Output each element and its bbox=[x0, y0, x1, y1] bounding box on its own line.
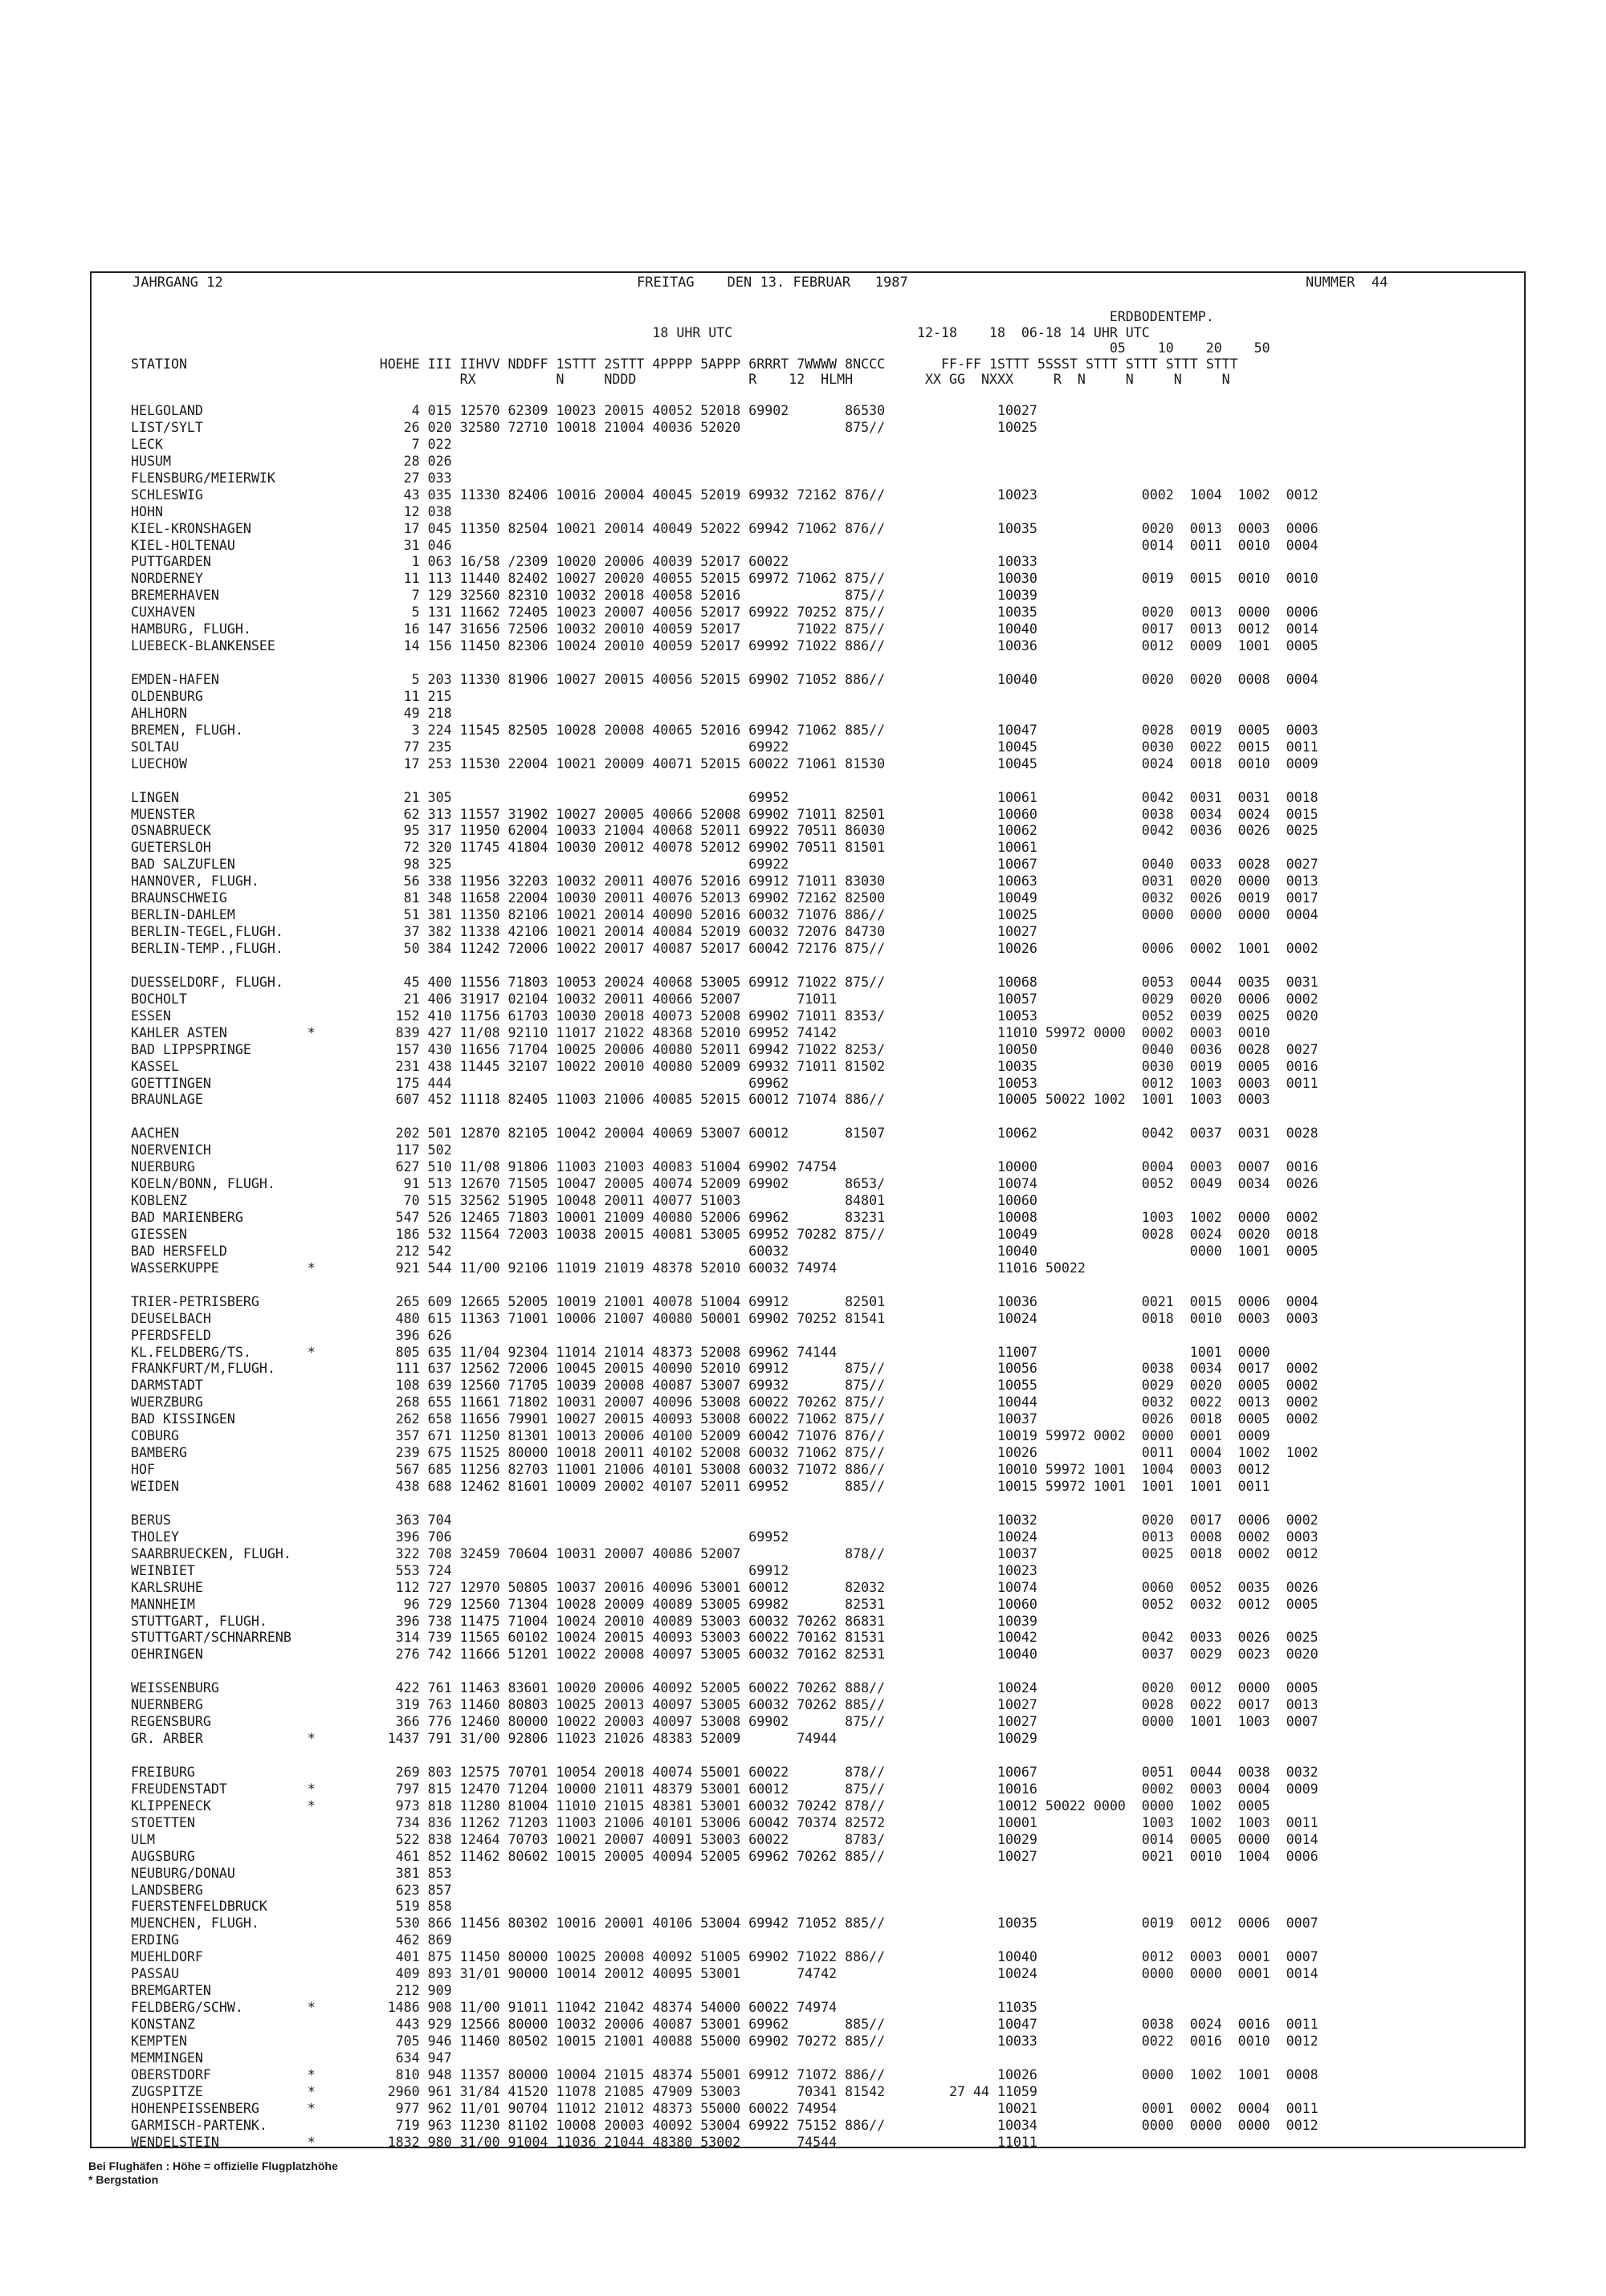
column-header-line: RX N NDDD R 12 HLMH XX GG NXXX R N N N N bbox=[131, 372, 1230, 387]
group-spacer bbox=[131, 655, 1319, 672]
table-row: BAMBERG 239 675 11525 80000 10018 20011 40102 52008 60032 71062 875// 10026 0011 0004 1002 1002 bbox=[131, 1445, 1319, 1461]
table-row: BAD HERSFELD 212 542 60032 10040 0000 1001 0005 bbox=[131, 1243, 1319, 1259]
table-row: KAHLER ASTEN * 839 427 11/08 92110 11017 21022 48368 52010 69952 74142 11010 59972 0000 0002 0003 0010 bbox=[131, 1024, 1270, 1040]
table-row: MUENSTER 62 313 11557 31902 10027 20005 40066 52008 69902 71011 82501 10060 0038 0034 0024 0015 bbox=[131, 806, 1319, 822]
group-spacer bbox=[131, 1109, 1319, 1126]
table-row: KASSEL 231 438 11445 32107 10022 20010 40080 52009 69932 71011 81502 10035 0030 0019 0005 0016 bbox=[131, 1058, 1319, 1074]
table-row: GOETTINGEN 175 444 69962 10053 0012 1003 0003 0011 bbox=[131, 1075, 1319, 1091]
table-row: KIEL-HOLTENAU 31 046 0014 0011 0010 0004 bbox=[131, 537, 1319, 553]
table-row: WUERZBURG 268 655 11661 71802 10031 20007 40096 53008 60022 70262 875// 10044 0032 0022 0013 0002 bbox=[131, 1394, 1319, 1411]
table-row: LUECHOW 17 253 11530 22004 10021 20009 40071 52015 60022 71061 81530 10045 0024 0018 0010 0009 bbox=[131, 755, 1319, 771]
table-row: KARLSRUHE 112 727 12970 50805 10037 20016 40096 53001 60012 82032 10074 0060 0052 0035 0026 bbox=[131, 1579, 1319, 1595]
table-row: HANNOVER, FLUGH. 56 338 11956 32203 10032 20011 40076 52016 69912 71011 83030 10063 0031 0020 0000 0013 bbox=[131, 873, 1319, 889]
table-row: FUERSTENFELDBRUCK 519 858 bbox=[131, 1899, 452, 1915]
table-row: GARMISCH-PARTENK. 719 963 11230 81102 10008 20003 40092 53004 69922 75152 886// 10034 0000 0000 0000 0012 bbox=[131, 2117, 1319, 2133]
column-header-line: 18 UHR UTC 12-18 18 06-18 14 UHR UTC bbox=[131, 324, 1150, 340]
group-spacer bbox=[131, 773, 1319, 790]
table-row: FREIBURG 269 803 12575 70701 10054 20018 40074 55001 60022 878// 10067 0051 0044 0038 0032 bbox=[131, 1764, 1319, 1780]
table-row: BOCHOLT 21 406 31917 02104 10032 20011 40066 52007 71011 10057 0029 0020 0006 0002 bbox=[131, 991, 1319, 1007]
table-row: GIESSEN 186 532 11564 72003 10038 20015 40081 53005 69952 70282 875// 10049 0028 0024 0020 0018 bbox=[131, 1226, 1319, 1242]
table-row: COBURG 357 671 11250 81301 10013 20006 40100 52009 60042 71076 876// 10019 59972 0002 0000 0001 0009 bbox=[131, 1428, 1270, 1444]
jahrgang-label: JAHRGANG 12 bbox=[132, 275, 223, 291]
table-row: BAD LIPPSPRINGE 157 430 11656 71704 10025 20006 40080 52011 69942 71022 8253/ 10050 0040 0036 0028 0027 bbox=[131, 1041, 1319, 1057]
group-spacer bbox=[131, 1748, 1319, 1765]
column-header-line: ERDBODENTEMP. bbox=[131, 309, 1214, 324]
column-header-line: STATION HOEHE III IIHVV NDDFF 1STTT 2STTT 4PPPP 5APPP 6RRRT 7WWWW 8NCCC FF-FF 1STTT 5SSST STTT STTT STTT STTT bbox=[131, 356, 1238, 372]
group-spacer bbox=[131, 1496, 1319, 1512]
table-row: BREMEN, FLUGH. 3 224 11545 82505 10028 20008 40065 52016 69942 71062 885// 10047 0028 0019 0005 0003 bbox=[131, 722, 1319, 738]
table-row: AACHEN 202 501 12870 82105 10042 20004 40069 53007 60012 81507 10062 0042 0037 0031 0028 bbox=[131, 1126, 1319, 1142]
table-row: OSNABRUECK 95 317 11950 62004 10033 21004 40068 52011 69922 70511 86030 10062 0042 0036 0026 0025 bbox=[131, 823, 1319, 839]
table-row: BAD SALZUFLEN 98 325 69922 10067 0040 0033 0028 0027 bbox=[131, 857, 1319, 873]
table-row: OLDENBURG 11 215 bbox=[131, 688, 452, 704]
table-row: LIST/SYLT 26 020 32580 72710 10018 21004 40036 52020 875// 10025 bbox=[131, 419, 1037, 435]
table-row: DARMSTADT 108 639 12560 71705 10039 20008 40087 53007 69932 875// 10055 0029 0020 0005 0002 bbox=[131, 1378, 1319, 1394]
table-row: LINGEN 21 305 69952 10061 0042 0031 0031 0018 bbox=[131, 789, 1319, 805]
table-row: CUXHAVEN 5 131 11662 72405 10023 20007 40056 52017 69922 70252 875// 10035 0020 0013 0000 0006 bbox=[131, 605, 1319, 621]
table-row: HUSUM 28 026 bbox=[131, 453, 452, 469]
table-row: BREMGARTEN 212 909 bbox=[131, 1983, 452, 1999]
table-row: DUESSELDORF, FLUGH. 45 400 11556 71803 10053 20024 40068 53005 69912 71022 875// 10068 0053 0044 0035 0031 bbox=[131, 974, 1319, 990]
table-row: ERDING 462 869 bbox=[131, 1932, 452, 1948]
table-row: GR. ARBER * 1437 791 31/00 92806 11023 21026 48383 52009 74944 10029 bbox=[131, 1731, 1037, 1747]
table-row: BERLIN-TEMP.,FLUGH. 50 384 11242 72006 10022 20017 40087 52017 60042 72176 875// 10026 0006 0002 1001 0002 bbox=[131, 941, 1319, 956]
table-row: NUERNBERG 319 763 11460 80803 10025 20013 40097 53005 60032 70262 885// 10027 0028 0022 0017 0013 bbox=[131, 1697, 1319, 1713]
table-row: EMDEN-HAFEN 5 203 11330 81906 10027 20015 40056 52015 69902 71052 886// 10040 0020 0020 0008 0004 bbox=[131, 672, 1319, 687]
table-row: WASSERKUPPE * 921 544 11/00 92106 11019 21019 48378 52010 60032 74974 11016 50022 bbox=[131, 1260, 1086, 1276]
table-row: BAD MARIENBERG 547 526 12465 71803 10001 21009 40080 52006 69962 83231 10008 1003 1002 0000 0002 bbox=[131, 1210, 1319, 1225]
table-row: HELGOLAND 4 015 12570 62309 10023 20015 40052 52018 69902 86530 10027 bbox=[131, 403, 1037, 418]
column-header-line: 05 10 20 50 bbox=[131, 340, 1270, 356]
table-row: KIEL-KRONSHAGEN 17 045 11350 82504 10021 20014 40049 52022 69942 71062 876// 10035 0020 0013 0003 0006 bbox=[131, 520, 1319, 536]
table-row: AUGSBURG 461 852 11462 80602 10015 20005 40094 52005 69962 70262 885// 10027 0021 0010 1004 0006 bbox=[131, 1848, 1319, 1864]
table-row: MUENCHEN, FLUGH. 530 866 11456 80302 10016 20001 40106 53004 69942 71052 885// 10035 0019 0012 0006 0007 bbox=[131, 1915, 1319, 1932]
footnote-airport-height: Bei Flughäfen : Höhe = offizielle Flugplatzhöhe bbox=[88, 2160, 338, 2172]
table-row: STUTTGART, FLUGH. 396 738 11475 71004 10024 20010 40089 53003 60032 70262 86831 10039 bbox=[131, 1613, 1037, 1629]
footnote bbox=[88, 2160, 338, 2187]
table-row: PUTTGARDEN 1 063 16/58 /2309 10020 20006 40039 52017 60022 10033 bbox=[131, 554, 1037, 570]
table-row: BERLIN-TEGEL,FLUGH. 37 382 11338 42106 10021 20014 40084 52019 60032 72076 84730 10027 bbox=[131, 924, 1037, 940]
group-spacer bbox=[131, 1663, 1319, 1680]
date-label: FREITAG DEN 13. FEBRUAR 1987 bbox=[637, 275, 908, 291]
table-row: NEUBURG/DONAU 381 853 bbox=[131, 1865, 452, 1881]
table-row: WEISSENBURG 422 761 11463 83601 10020 20006 40092 52005 60022 70262 888// 10024 0020 0012 0000 0005 bbox=[131, 1680, 1319, 1696]
table-row: HAMBURG, FLUGH. 16 147 31656 72506 10032 20010 40059 52017 71022 875// 10040 0017 0013 0012 0014 bbox=[131, 621, 1319, 637]
table-row: OBERSTDORF * 810 948 11357 80000 10004 21015 48374 55001 69912 71072 886// 10026 0000 1002 1001 0008 bbox=[131, 2066, 1319, 2082]
table-row: ZUGSPITZE * 2960 961 31/84 41520 11078 21085 47909 53003 70341 81542 27 44 11059 bbox=[131, 2083, 1037, 2099]
group-spacer bbox=[131, 958, 1319, 975]
table-row: ULM 522 838 12464 70703 10021 20007 40091 53003 60022 8783/ 10029 0014 0005 0000 0014 bbox=[131, 1831, 1319, 1847]
table-row: HOHENPEISSENBERG * 977 962 11/01 90704 11012 21012 48373 55000 60022 74954 10021 0001 0002 0004 0011 bbox=[131, 2100, 1319, 2116]
column-header bbox=[131, 309, 1270, 388]
table-row: KLIPPENECK * 973 818 11280 81004 11010 21015 48381 53001 60032 70242 878// 10012 50022 0000 0000 1002 0005 bbox=[131, 1797, 1270, 1814]
table-row: SAARBRUECKEN, FLUGH. 322 708 32459 70604 10031 20007 40086 52007 878// 10037 0025 0018 0002 0012 bbox=[131, 1545, 1319, 1561]
table-row: BERUS 363 704 10032 0020 0017 0006 0002 bbox=[131, 1512, 1319, 1528]
table-row: AHLHORN 49 218 bbox=[131, 705, 452, 721]
table-row: NORDERNEY 11 113 11440 82402 10027 20020 40055 52015 69972 71062 875// 10030 0019 0015 0010 0010 bbox=[131, 571, 1319, 587]
table-row: TRIER-PETRISBERG 265 609 12665 52005 10019 21001 40078 51004 69912 82501 10036 0021 0015 0006 0004 bbox=[131, 1293, 1319, 1309]
table-row: GUETERSLOH 72 320 11745 41804 10030 20012 40078 52012 69902 70511 81501 10061 bbox=[131, 840, 1037, 856]
table-row: LUEBECK-BLANKENSEE 14 156 11450 82306 10024 20010 40059 52017 69992 71022 886// 10036 0012 0009 1001 0005 bbox=[131, 638, 1319, 654]
table-row: PFERDSFELD 396 626 bbox=[131, 1327, 452, 1343]
footnote-mountain-station: * Bergstation bbox=[88, 2173, 159, 2186]
table-row: BREMERHAVEN 7 129 32560 82310 10032 20018 40058 52016 875// 10039 bbox=[131, 588, 1037, 604]
table-row: HOF 567 685 11256 82703 11001 21006 40101 53008 60032 71072 886// 10010 59972 1001 1004 0003 0012 bbox=[131, 1462, 1270, 1478]
table-row: FREUDENSTADT * 797 815 12470 71204 10000 21011 48379 53001 60012 875// 10016 0002 0003 0004 0009 bbox=[131, 1781, 1319, 1797]
table-row: STOETTEN 734 836 11262 71203 11003 21006 40101 53006 60042 70374 82572 10001 1003 1002 1003 0011 bbox=[131, 1814, 1319, 1830]
table-row: MUEHLDORF 401 875 11450 80000 10025 20008 40092 51005 69902 71022 886// 10040 0012 0003 0001 0007 bbox=[131, 1949, 1319, 1965]
table-row: ESSEN 152 410 11756 61703 10030 20018 40073 52008 69902 71011 8353/ 10053 0052 0039 0025 0020 bbox=[131, 1008, 1319, 1024]
table-row: REGENSBURG 366 776 12460 80000 10022 20003 40097 53008 69902 875// 10027 0000 1001 1003 0007 bbox=[131, 1714, 1319, 1730]
table-row: BRAUNLAGE 607 452 11118 82405 11003 21006 40085 52015 60012 71074 886// 10005 50022 1002 1001 1003 0003 bbox=[131, 1092, 1270, 1108]
table-row: MEMMINGEN 634 947 bbox=[131, 2050, 452, 2066]
table-row: LANDSBERG 623 857 bbox=[131, 1882, 452, 1898]
table-row: BAD KISSINGEN 262 658 11656 79901 10027 20015 40093 53008 60022 71062 875// 10037 0026 0018 0005 0002 bbox=[131, 1411, 1319, 1427]
station-table bbox=[131, 403, 1319, 2151]
table-row: WEINBIET 553 724 69912 10023 bbox=[131, 1562, 1037, 1578]
table-row: NOERVENICH 117 502 bbox=[131, 1142, 452, 1158]
table-row: LECK 7 022 bbox=[131, 436, 452, 452]
table-row: FRANKFURT/M,FLUGH. 111 637 12562 72006 10045 20015 40090 52010 69912 875// 10056 0038 0034 0017 0002 bbox=[131, 1361, 1319, 1377]
table-row: STUTTGART/SCHNARRENB 314 739 11565 60102 10024 20015 40093 53003 60022 70162 81531 10042 0042 0033 0026 0025 bbox=[131, 1630, 1319, 1646]
table-row: SCHLESWIG 43 035 11330 82406 10016 20004 40045 52019 69932 72162 876// 10023 0002 1004 1002 0012 bbox=[131, 486, 1319, 503]
table-row: SOLTAU 77 235 69922 10045 0030 0022 0015 0011 bbox=[131, 739, 1319, 755]
group-spacer bbox=[131, 1277, 1319, 1294]
table-row: BRAUNSCHWEIG 81 348 11658 22004 10030 20011 40076 52013 69902 72162 82500 10049 0032 0026 0019 0017 bbox=[131, 890, 1319, 906]
table-row: NUERBURG 627 510 11/08 91806 11003 21003 40083 51004 69902 74754 10000 0004 0003 0007 0016 bbox=[131, 1159, 1319, 1175]
table-row: BERLIN-DAHLEM 51 381 11350 82106 10021 20014 40090 52016 60032 71076 886// 10025 0000 0000 0000 0004 bbox=[131, 907, 1319, 923]
table-row: THOLEY 396 706 69952 10024 0013 0008 0002 0003 bbox=[131, 1529, 1319, 1545]
table-row: DEUSELBACH 480 615 11363 71001 10006 21007 40080 50001 69902 70252 81541 10024 0018 0010 0003 0003 bbox=[131, 1310, 1319, 1326]
table-row: PASSAU 409 893 31/01 90000 10014 20012 40095 53001 74742 10024 0000 0000 0001 0014 bbox=[131, 1966, 1319, 1982]
table-row: FLENSBURG/MEIERWIK 27 033 bbox=[131, 470, 452, 486]
table-row: MANNHEIM 96 729 12560 71304 10028 20009 40089 53005 69982 82531 10060 0052 0032 0012 0005 bbox=[131, 1596, 1319, 1612]
table-row: KOBLENZ 70 515 32562 51905 10048 20011 40077 51003 84801 10060 bbox=[131, 1193, 1037, 1209]
table-row: FELDBERG/SCHW. * 1486 908 11/00 91011 11042 21042 48374 54000 60022 74974 11035 bbox=[131, 2000, 1037, 2016]
table-row: KOELN/BONN, FLUGH. 91 513 12670 71505 10047 20005 40074 52009 69902 8653/ 10074 0052 0049 0034 0026 bbox=[131, 1176, 1319, 1192]
table-row: OEHRINGEN 276 742 11666 51201 10022 20008 40097 53005 60032 70162 82531 10040 0037 0029 0023 0020 bbox=[131, 1647, 1319, 1663]
issue-number: NUMMER 44 bbox=[1306, 275, 1388, 291]
table-row: WENDELSTEIN * 1832 980 31/00 91004 11036 21044 48380 53002 74544 11011 bbox=[131, 2134, 1037, 2150]
table-row: KEMPTEN 705 946 11460 80502 10015 21001 40088 55000 69902 70272 885// 10033 0022 0016 0010 0012 bbox=[131, 2033, 1319, 2049]
table-row: KL.FELDBERG/TS. * 805 635 11/04 92304 11014 21014 48373 52008 69962 74144 11007 1001 0000 bbox=[131, 1344, 1270, 1360]
table-row: KONSTANZ 443 929 12566 80000 10032 20006 40087 53001 69962 885// 10047 0038 0024 0016 0011 bbox=[131, 2017, 1319, 2032]
table-row: HOHN 12 038 bbox=[131, 503, 452, 519]
table-row: WEIDEN 438 688 12462 81601 10009 20002 40107 52011 69952 885// 10015 59972 1001 1001 1001 0011 bbox=[131, 1479, 1270, 1494]
